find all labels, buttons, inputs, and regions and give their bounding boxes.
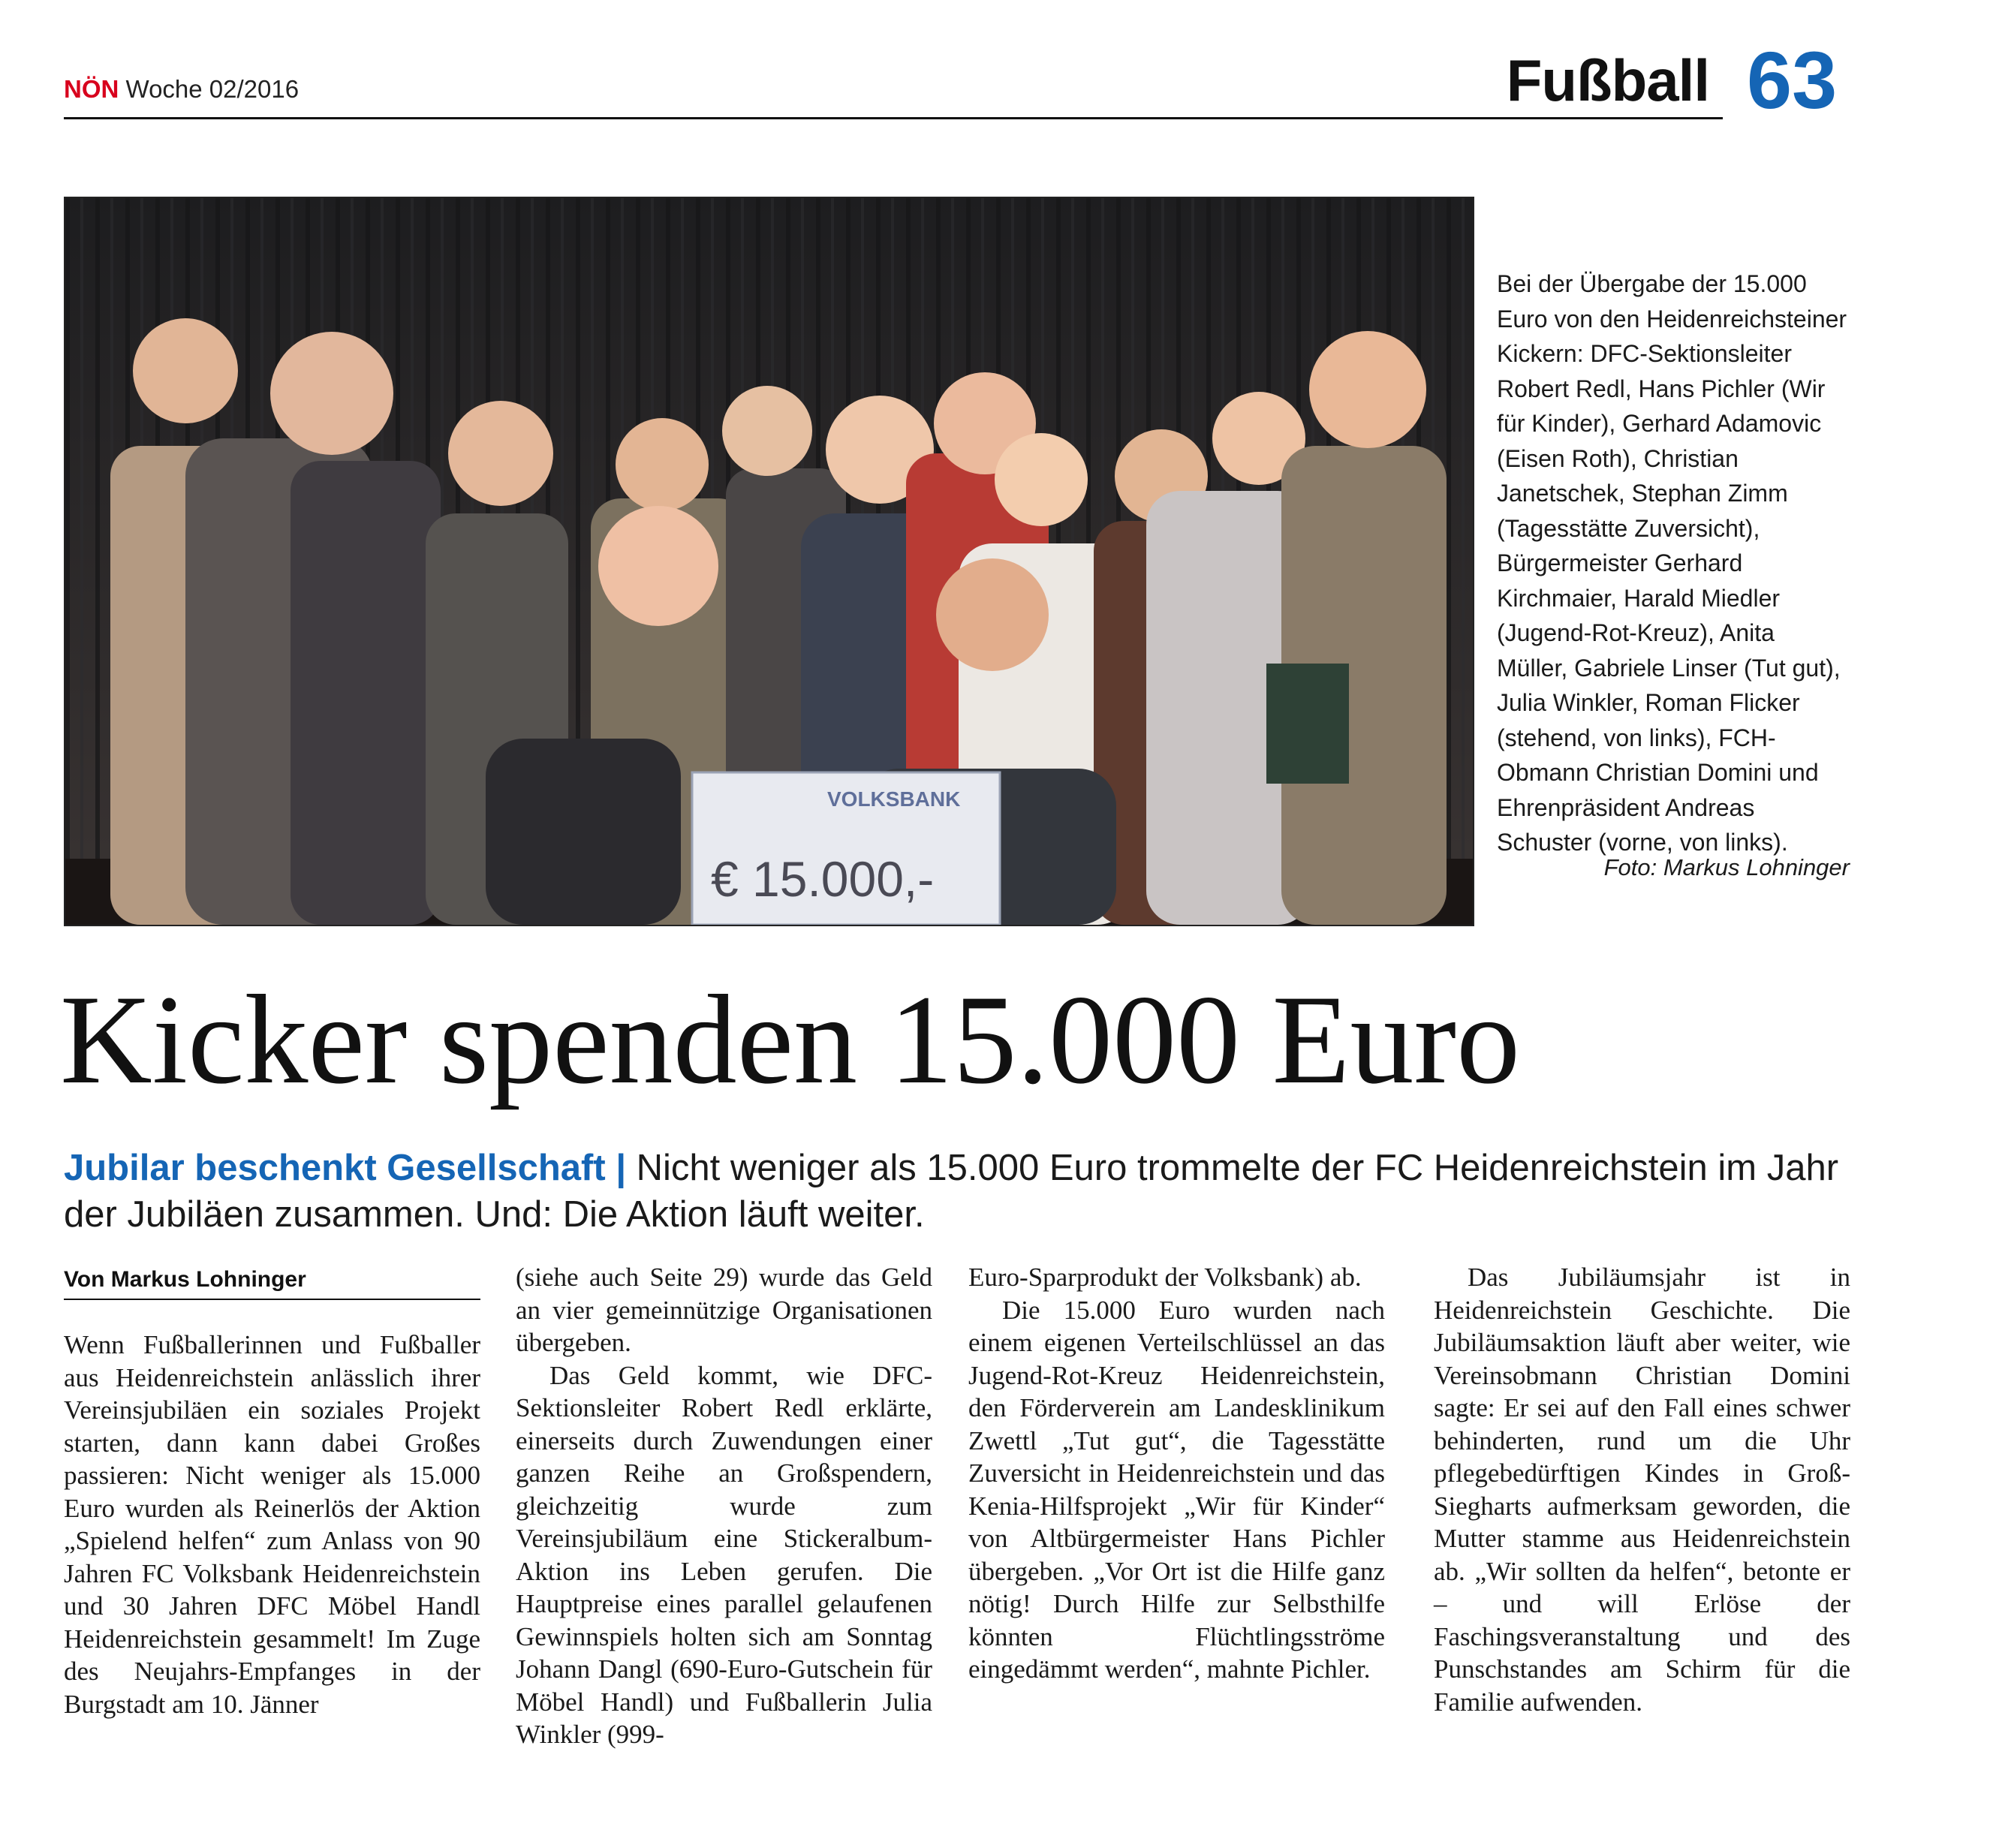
section-title: Fußball bbox=[1506, 47, 1709, 113]
article-photo bbox=[64, 197, 1474, 926]
kicker: Jubilar beschenkt Gesellschaft bbox=[64, 1148, 606, 1188]
photo-credit: Foto: Markus Lohninger bbox=[1603, 854, 1850, 880]
cheque-amount: € 15.000,- bbox=[711, 851, 935, 907]
publication-logo: NÖN bbox=[64, 75, 119, 103]
cheque-bank-name: VOLKSBANK bbox=[827, 787, 961, 811]
body-column-3 bbox=[968, 1261, 1385, 1686]
body-paragraph: Die 15.000 Euro wurden nach einem eigenen Verteilschlüssel an das Jugend-Rot-Kreuz Heidenreichstein, den Förderverein am Landesklinikum Zwettl „Tut gut“, die Tagesstätte Zuversicht in Heidenreichstein und das Kenia-Hilfsprojekt „Wir für Kinder“ von Altbürgermeister Hans Pichler übergeben. „Vor Ort ist die Hilfe ganz nötig! Durch Hilfe zur Selbsthilfe könnten Flüchtlingsströme eingedämmt werden“, mahnte Pichler. bbox=[968, 1295, 1385, 1684]
body-column-1 bbox=[64, 1329, 480, 1720]
byline: Von Markus Lohninger bbox=[64, 1267, 306, 1292]
byline-rule bbox=[64, 1299, 480, 1300]
body-column-2 bbox=[516, 1261, 932, 1751]
kicker-separator: | bbox=[616, 1148, 627, 1188]
subheadline bbox=[64, 1145, 1850, 1238]
body-column-4 bbox=[1434, 1261, 1850, 1718]
lead-text: Nicht weniger als 15.000 Euro trommelte der FC Heidenreichstein im Jahr der Jubiläen zusammen. Und: Die Aktion läuft weiter. bbox=[64, 1148, 1839, 1235]
photo-caption: Bei der Übergabe der 15.000 Euro von den Heidenreichsteiner Kickern: DFC-Sektionsleiter Robert Redl, Hans Pichler (Wir für Kinder), Gerhard Adamovic (Eisen Roth), Christian Janetschek, Stephan Zimm (Tagesstätte Zuversicht), Bürgermeister Gerhard Kirchmaier, Harald Miedler (Jugend-Rot-Kreuz), Anita Müller, Gabriele Linser (Tut gut), Julia Winkler, Roman Flicker (stehend, von links), FCH-Obmann Christian Domini und Ehrenpräsident Andreas Schuster (vorne, von links). bbox=[1497, 270, 1847, 856]
body-paragraph: Das Geld kommt, wie DFC-Sektionsleiter Robert Redl erklärte, einerseits durch Zuwendungen einer ganzen Reihe an Großspendern, gleichzeitig wurde zum Vereinsjubiläum eine Stickeralbum-Aktion ins Leben gerufen. Die Hauptpreise eines parallel gelaufenen Gewinnspiels holten sich am Sonntag Johann Dangl (690-Euro-Gutschein für Möbel Handl) und Fußballerin Julia Winkler (999- bbox=[516, 1360, 932, 1749]
issue-label: Woche 02/2016 bbox=[125, 75, 300, 103]
body-paragraph: Wenn Fußballerinnen und Fußballer aus Heidenreichstein anlässlich ihrer Vereinsjubiläen ein soziales Projekt starten, dann kann dabei Großes passieren: Nicht weniger als 15.000 Euro wurden als Reinerlös der Aktion „Spielend helfen“ zum Anlass von 90 Jahren FC Volksbank Heidenreichstein und 30 Jahren DFC Möbel Handl Heidenreichstein gesammelt! Im Zuge des Neujahrs-Empfanges in der Burgstadt am 10. Jänner bbox=[64, 1330, 480, 1719]
body-paragraph: Euro-Sparprodukt der Volksbank) ab. bbox=[968, 1263, 1362, 1292]
body-paragraph: Das Jubiläumsjahr ist in Heidenreichstein Geschichte. Die Jubiläumsaktion läuft aber weiter, wie Vereinsobmann Christian Domini sagte: Er sei auf den Fall eines schwer behinderten, rund um die Uhr pflegebedürftigen Kindes in Groß-Siegharts aufmerksam geworden, die Mutter stamme aus Heidenreichstein ab. „Wir sollten da helfen“, betonte er – und will Erlöse der Faschingsveranstaltung und des Punschstandes am Schirm für die Familie aufwenden. bbox=[1434, 1263, 1850, 1717]
body-paragraph: (siehe auch Seite 29) wurde das Geld an vier gemeinnützige Organisationen übergeben. bbox=[516, 1263, 932, 1357]
page-number: 63 bbox=[1747, 35, 1838, 125]
headline: Kicker spenden 15.000 Euro bbox=[60, 969, 1521, 1110]
masthead bbox=[64, 75, 299, 104]
header-rule bbox=[64, 117, 1723, 119]
